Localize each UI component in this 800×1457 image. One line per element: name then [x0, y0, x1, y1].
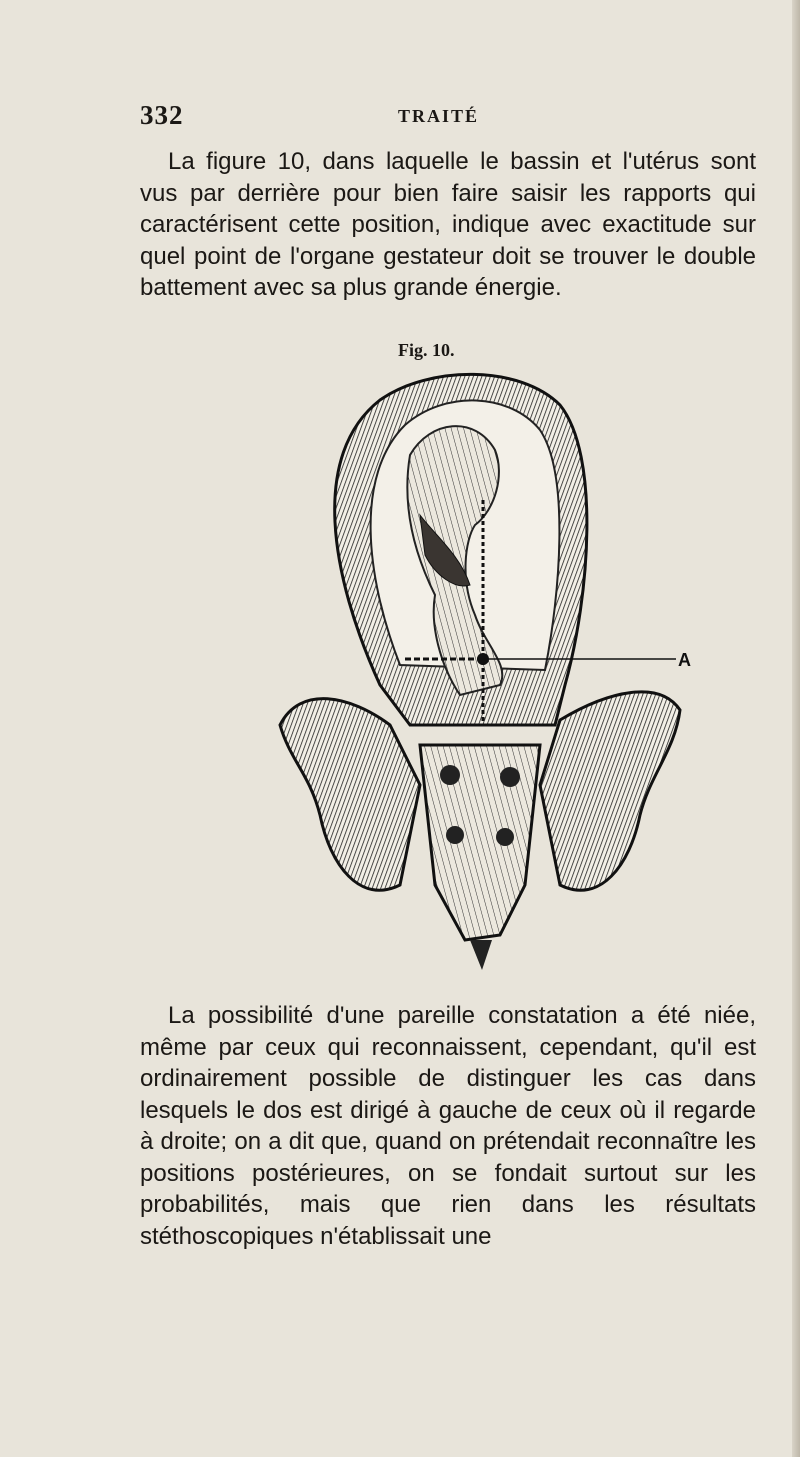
page-number: 332: [140, 100, 184, 130]
page-edge: [792, 0, 800, 1457]
pelvis-left-wing: [280, 699, 420, 891]
coccyx: [470, 940, 492, 970]
figure-caption: Fig. 10.: [398, 340, 455, 360]
pelvis-right-wing: [540, 692, 680, 890]
marker-label-a: A: [678, 650, 691, 670]
uterus-pelvis-engraving: [260, 365, 700, 975]
running-title: TRAITÉ: [398, 106, 480, 126]
sacrum: [420, 745, 540, 940]
paragraph-intro: La figure 10, dans laquelle le bassin et l'utérus sont vus par derrière pour bien faire saisir les rapports qui caractérisent cette position, indique avec exactitude sur quel point de l'organe gestateur doit se trouver le double battement avec sa plus grande énergie.: [140, 148, 756, 301]
page-header: [140, 100, 700, 136]
paragraph-discussion: La possibilité d'une pareille constatation a été niée, même par ceux qui reconnaissent, cependant, qu'il est ordinairement possible de distinguer les cas dans lesquels le dos est dirigé à gauche de ceux où il regarde à droite; on a dit que, quand on prétendait reconnaître les positions postérieures, on se fondait surtout sur les probabilités, mais que rien dans les résultats stéthoscopiques n'établissait une: [140, 1002, 756, 1250]
anatomical-figure: [260, 365, 700, 975]
